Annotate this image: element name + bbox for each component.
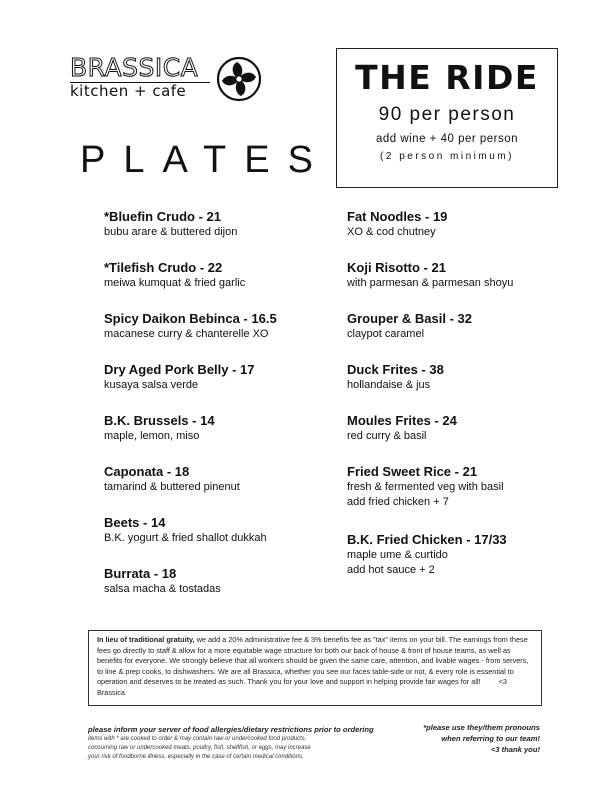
menu-item-desc: red curry & basil [347, 430, 427, 442]
menu-item [104, 208, 334, 259]
gratuity-notice-lead: In lieu of traditional gratuity, [97, 635, 195, 644]
menu-item-desc: B.K. yogurt & fried shallot dukkah [104, 532, 267, 544]
the-ride-wine: add wine + 40 per person [375, 133, 519, 145]
menu-item-addon: add hot sauce + 2 [347, 564, 435, 576]
the-ride-title: THE RIDE [355, 58, 539, 97]
the-ride-box [336, 48, 558, 188]
pronoun-note-line: *please use they/them pronouns [423, 723, 540, 732]
menu-item-desc: XO & cod chutney [347, 226, 436, 238]
menu-item-name: Moules Frites - 24 [347, 413, 457, 428]
menu-item [104, 463, 334, 514]
allergy-notice: please inform your server of food allergies/dietary restrictions prior to ordering [88, 725, 374, 734]
the-ride-minimum: (2 person minimum) [380, 151, 514, 162]
menu-item-name: B.K. Fried Chicken - 17/33 [347, 532, 507, 547]
pronoun-note-line: when referring to our team! [441, 734, 540, 743]
menu-item [104, 259, 334, 310]
menu-item-desc: maple ume & curtido [347, 549, 448, 561]
menu-item-desc: claypot caramel [347, 328, 425, 340]
menu-item [347, 310, 557, 361]
gratuity-notice-body: we add a 20% administrative fee & 3% benefits fee as "tax" items on your bill. The earnings from these fees go directly to staff & allow for a more equitable wage structure for both our back of house & front of house teams, as well as benefits for everyone. We strongly believe that all workers should be given the same care, attention, and livable wages - from servers, to line & prep cooks, to dishwashers. We are all Brassica, whether you see our faces table-side or not, & every role is essential to operation and deserves to be treated as such. Thank you for your love and support in helping provide fair wages for all! [97, 635, 529, 687]
menu-item [347, 361, 557, 412]
menu-item-desc: bubu arare & buttered dijon [104, 226, 238, 238]
menu-column-left [104, 208, 334, 616]
menu-item-name: Grouper & Basil - 32 [347, 311, 472, 326]
page-title: PLATES [80, 139, 331, 181]
brand-wordmark [70, 54, 210, 99]
raw-food-warning-line: consuming raw or undercooked meats, poultry, fish, shellfish, or eggs, may increase [88, 745, 311, 751]
menu-item [104, 412, 334, 463]
menu-item [104, 514, 334, 565]
raw-food-warning-line: items with * are cooked to order & may contain raw or undercooked food products. [88, 736, 307, 742]
menu-item-desc: hollandaise & jus [347, 379, 431, 391]
brand-name: BRASSICA [70, 53, 199, 82]
allergy-disclaimer [88, 724, 398, 762]
menu-column-right [347, 208, 557, 582]
menu-item-desc: salsa macha & tostadas [104, 583, 221, 595]
menu-item-name: Fried Sweet Rice - 21 [347, 464, 478, 479]
menu-item-desc: meiwa kumquat & fried garlic [104, 277, 246, 289]
menu-item-addon: add fried chicken + 7 [347, 496, 449, 508]
menu-item-name: Caponata - 18 [104, 464, 190, 479]
menu-item [104, 310, 334, 361]
brassica-flower-icon [216, 56, 262, 102]
menu-item-name: Burrata - 18 [104, 566, 177, 581]
menu-item [347, 531, 557, 582]
pronoun-note [380, 722, 540, 755]
menu-item-desc: maple, lemon, miso [104, 430, 200, 442]
menu-item-desc: tamarind & buttered pinenut [104, 481, 240, 493]
menu-item-name: B.K. Brussels - 14 [104, 413, 215, 428]
the-ride-price: 90 per person [378, 104, 516, 125]
gratuity-notice-signoff: <3 Brassica [97, 677, 507, 697]
menu-item-desc: macanese curry & chanterelle XO [104, 328, 269, 340]
menu-item-desc: fresh & fermented veg with basil [347, 481, 504, 493]
menu-item-name: Spicy Daikon Bebinca - 16.5 [104, 311, 277, 326]
gratuity-notice [88, 630, 542, 706]
menu-item [347, 463, 557, 531]
menu-item-name: Beets - 14 [104, 515, 166, 530]
menu-item [104, 565, 334, 616]
menu-item-desc: with parmesan & parmesan shoyu [347, 277, 514, 289]
menu-item-name: Duck Frites - 38 [347, 362, 444, 377]
menu-item-name: *Bluefin Crudo - 21 [104, 209, 222, 224]
menu-item-name: *Tilefish Crudo - 22 [104, 260, 223, 275]
raw-food-warning-line: your risk of foodborne illness, especially in the case of certain medical conditions. [88, 754, 304, 760]
menu-item [347, 259, 557, 310]
brand-logo [70, 54, 266, 104]
menu-item [347, 412, 557, 463]
menu-item-name: Fat Noodles - 19 [347, 209, 448, 224]
menu-item [347, 208, 557, 259]
pronoun-note-line: <3 thank you! [490, 745, 540, 754]
brand-subtitle: kitchen + cafe [70, 82, 210, 99]
menu-item-name: Dry Aged Pork Belly - 17 [104, 362, 255, 377]
menu-item-desc: kusaya salsa verde [104, 379, 199, 391]
menu-item [104, 361, 334, 412]
menu-item-name: Koji Risotto - 21 [347, 260, 446, 275]
